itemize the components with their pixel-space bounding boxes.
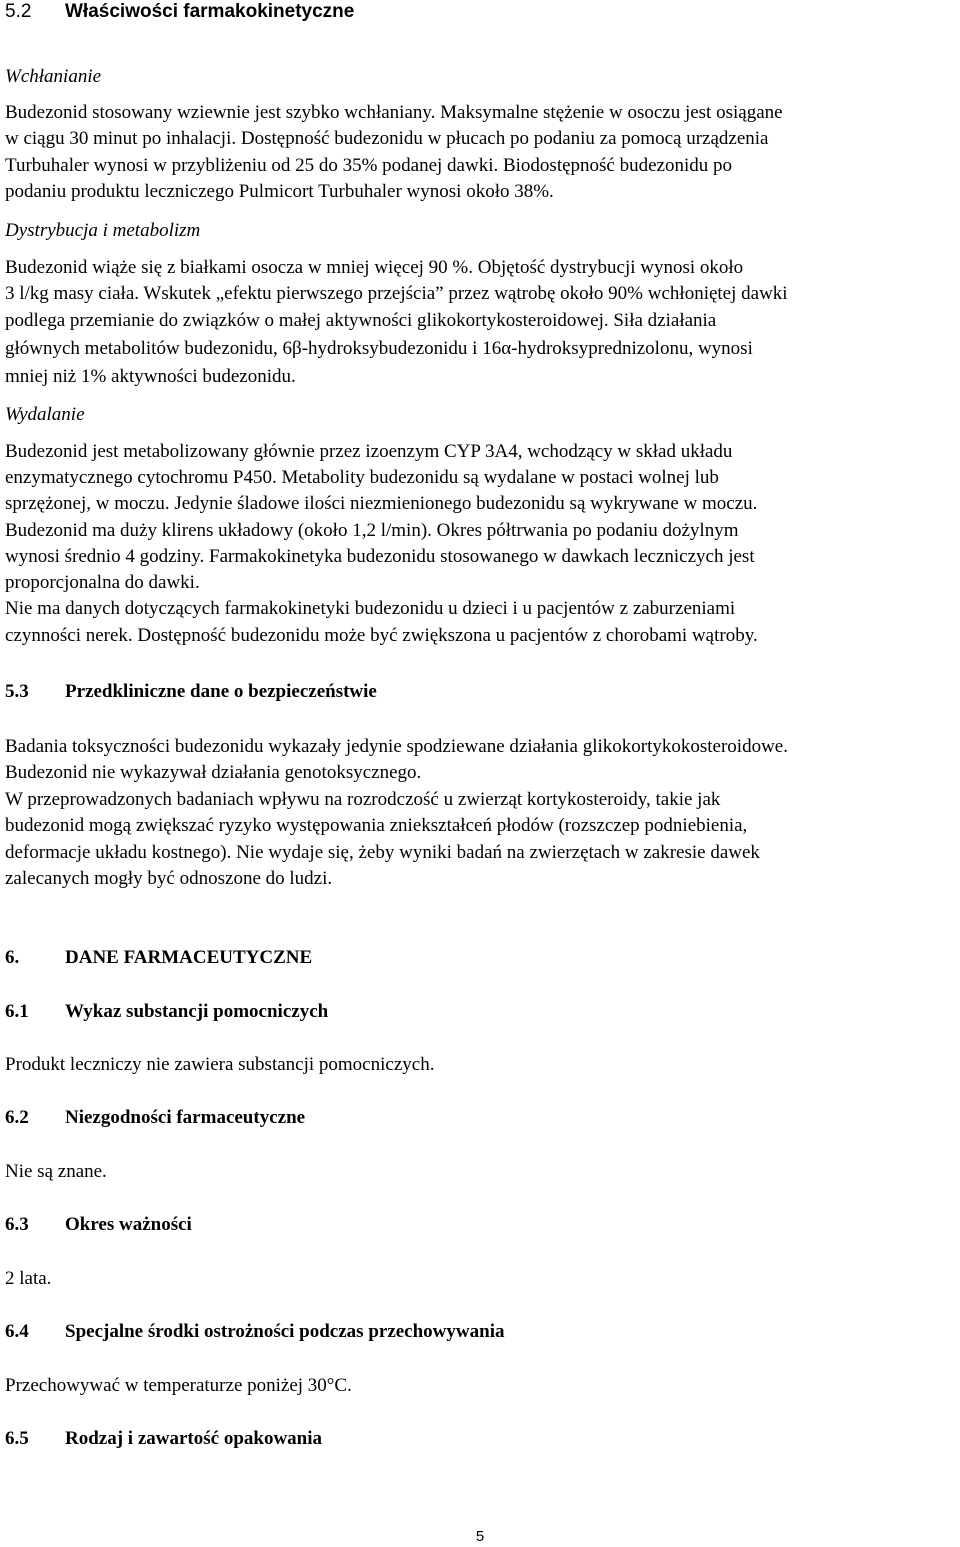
text-line: 3 l/kg masy ciała. Wskutek „efektu pierwszego przejścia” przez wątrobę około 90% wchłoniętej dawki — [5, 283, 788, 304]
section-heading-6-5 — [5, 1429, 322, 1448]
section-title: DANE FARMACEUTYCZNE — [65, 947, 313, 968]
section-heading-6 — [5, 948, 312, 967]
section-number: 6.4 — [5, 1321, 29, 1342]
text-line: zalecanych mogły być odnoszone do ludzi. — [5, 868, 333, 889]
section-heading-5-2 — [5, 2, 354, 21]
section-number: 6. — [5, 947, 20, 968]
text-line: Turbuhaler wynosi w przybliżeniu od 25 do 35% podanej dawki. Biodostępność budezonidu po — [5, 155, 733, 176]
text-line: Nie są znane. — [5, 1161, 107, 1182]
text-line: głównych metabolitów budezonidu, 6β-hydroksybudezonidu i 16α-hydroksyprednizolonu, wynosi — [5, 338, 753, 359]
section-title: Niezgodności farmaceutyczne — [65, 1107, 306, 1128]
text-line: budezonid mogą zwiększać ryzyko występowania zniekształceń płodów (rozszczep podniebienia, — [5, 815, 748, 836]
text-line: czynności nerek. Dostępność budezonidu może być zwiększona u pacjentów z chorobami wątroby. — [5, 625, 758, 646]
text-line: deformacje układu kostnego). Nie wydaje się, żeby wyniki badań na zwierzętach w zakresie dawek — [5, 842, 760, 863]
text-line: wynosi średnio 4 godziny. Farmakokinetyka budezonidu stosowanego w dawkach leczniczych jest — [5, 546, 755, 567]
section-heading-6-3 — [5, 1215, 192, 1234]
text-line: podaniu produktu leczniczego Pulmicort Turbuhaler wynosi około 38%. — [5, 181, 554, 202]
text-line: Budezonid wiąże się z białkami osocza w mniej więcej 90 %. Objętość dystrybucji wynosi około — [5, 257, 744, 278]
text-line: Badania toksyczności budezonidu wykazały jedynie spodziewane działania glikokortykokosteroidowe. — [5, 736, 788, 757]
text-line: 2 lata. — [5, 1268, 52, 1289]
section-title: Specjalne środki ostrożności podczas przechowywania — [65, 1321, 505, 1342]
text-line: enzymatycznego cytochromu P450. Metabolity budezonidu są wydalane w postaci wolnej lub — [5, 467, 719, 488]
section-number: 6.1 — [5, 1001, 29, 1022]
text-line: W przeprowadzonych badaniach wpływu na rozrodczość u zwierząt kortykosteroidy, takie jak — [5, 789, 721, 810]
section-title: Rodzaj i zawartość opakowania — [65, 1428, 323, 1449]
text-line: Produkt leczniczy nie zawiera substancji pomocniczych. — [5, 1054, 435, 1075]
text-line: sprzężonej, w moczu. Jedynie śladowe ilości niezmienionego budezonidu są wykrywane w moczu. — [5, 493, 758, 514]
section-title: Przedkliniczne dane o bezpieczeństwie — [65, 681, 377, 702]
subheading-dystrybucja: Dystrybucja i metabolizm — [5, 220, 201, 241]
text-line: proporcjonalna do dawki. — [5, 572, 200, 593]
section-heading-5-3 — [5, 682, 377, 701]
subheading-wydalanie: Wydalanie — [5, 404, 85, 425]
page-number: 5 — [475, 1528, 485, 1545]
text-line: Budezonid stosowany wziewnie jest szybko wchłaniany. Maksymalne stężenie w osoczu jest osiągane — [5, 102, 783, 123]
subheading-wchlanianie: Wchłanianie — [5, 66, 102, 87]
section-number: 6.2 — [5, 1107, 29, 1128]
section-title: Okres ważności — [65, 1214, 192, 1235]
section-heading-6-1 — [5, 1002, 328, 1021]
text-line: mniej niż 1% aktywności budezonidu. — [5, 366, 296, 387]
section-number: 5.3 — [5, 681, 29, 702]
section-title: Wykaz substancji pomocniczych — [65, 1001, 329, 1022]
text-line: podlega przemianie do związków o małej aktywności glikokortykosteroidowej. Siła działania — [5, 310, 717, 331]
section-number: 5.2 — [5, 1, 32, 22]
text-line: Nie ma danych dotyczących farmakokinetyki budezonidu u dzieci i u pacjentów z zaburzeniami — [5, 598, 736, 619]
text-line: Budezonid jest metabolizowany głównie przez izoenzym CYP 3A4, wchodzący w skład układu — [5, 441, 733, 462]
section-title: Właściwości farmakokinetyczne — [65, 1, 355, 22]
text-line: Przechowywać w temperaturze poniżej 30°C. — [5, 1375, 352, 1396]
section-number: 6.5 — [5, 1428, 29, 1449]
text-line: Budezonid ma duży klirens układowy (około 1,2 l/min). Okres półtrwania po podaniu dożylnym — [5, 520, 739, 541]
text-line: w ciągu 30 minut po inhalacji. Dostępność budezonidu w płucach po podaniu za pomocą urządzenia — [5, 128, 769, 149]
text-line: Budezonid nie wykazywał działania genotoksycznego. — [5, 762, 422, 783]
section-number: 6.3 — [5, 1214, 29, 1235]
section-heading-6-4 — [5, 1322, 504, 1341]
section-heading-6-2 — [5, 1108, 305, 1127]
